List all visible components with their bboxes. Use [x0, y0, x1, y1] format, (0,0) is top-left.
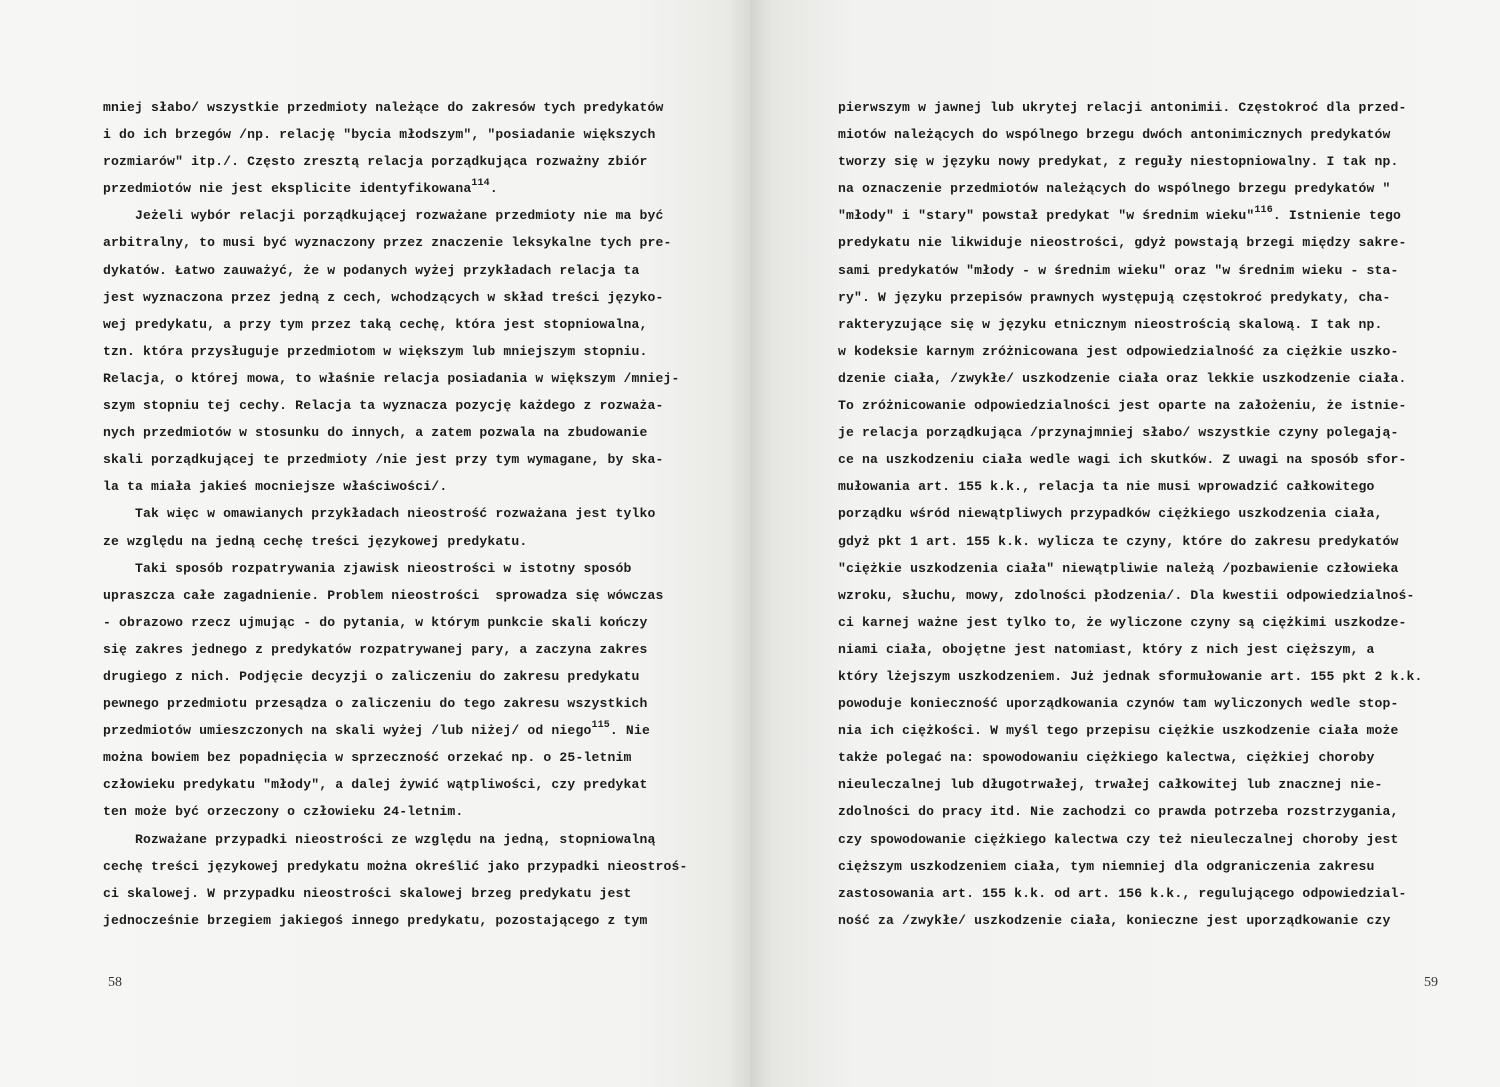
text-line: nieuleczalnej lub długotrwałej, trwałej całkowitej lub znacznej nie- — [838, 777, 1383, 793]
footnote-marker: 116 — [1254, 205, 1273, 217]
text-line: dykatów. Łatwo zauważyć, że w podanych wyżej przykładach relacja ta — [103, 262, 640, 278]
text-line: cięższym uszkodzeniem ciała, tym niemniej dla odgraniczenia zakresu — [838, 858, 1375, 874]
text-line: cechę treści językowej predykatu można określić jako przypadki nieostroś- — [103, 858, 688, 874]
text-line: pierwszym w jawnej lub ukrytej relacji antonimii. Częstokroć dla przed- — [838, 100, 1407, 115]
text-line: miotów należących do wspólnego brzegu dwóch antonimicznych predykatów — [838, 127, 1391, 143]
text-line: zastosowania art. 155 k.k. od art. 156 k.k., regulującego odpowiedzial- — [838, 885, 1407, 901]
text-line: ci skalowej. W przypadku nieostrości skalowej brzeg predykatu jest — [103, 885, 632, 901]
text-line: jednocześnie brzegiem jakiegoś innego predykatu, pozostającego z tym — [103, 912, 648, 928]
text-line: jest wyznaczona przez jedną z cech, wchodzących w skład treści językо- — [103, 289, 664, 305]
text-line: "ciężkie uszkodzenia ciała" niewątpliwie należą /pozbawienie człowieka — [838, 560, 1399, 576]
text-line: porządku wśród niewątpliwych przypadków ciężkiego uszkodzenia ciała, — [838, 506, 1383, 522]
text-segment: "młody" i "stary" powstał predykat "w średnim wieku" — [838, 208, 1255, 224]
text-line: ce na uszkodzeniu ciała wedle wagi ich skutków. Z uwagi na sposób sfor- — [838, 452, 1407, 468]
text-line: można bowiem bez popadnięcia w sprzeczność orzekać np. o 25-letnim — [103, 750, 632, 766]
right-page-number: 59 — [1424, 975, 1438, 990]
text-line: Tak więc w omawianych przykładach nieostrość rozważana jest tylko — [103, 506, 656, 522]
text-line: la ta miała jakieś mocniejsze właściwości/. — [103, 479, 448, 495]
text-line: Taki sposób rozpatrywania zjawisk nieostrości w istotny sposób — [103, 560, 632, 576]
footnote-marker: 115 — [591, 720, 610, 732]
text-line: To zróżnicowanie odpowiedzialności jest oparte na założeniu, że istnie- — [838, 398, 1407, 414]
text-segment: . — [489, 181, 498, 197]
text-line: się zakres jednego z predykatów rozpatrywanej pary, a zaczyna zakres — [103, 641, 648, 657]
footnote-marker: 114 — [471, 178, 490, 190]
text-line: ze względu na jedną cechę treści językowej predykatu. — [103, 533, 528, 549]
left-page-text — [103, 94, 688, 934]
text-line: - obrazowo rzecz ujmując - do pytania, w którym punkcie skali kończy — [103, 614, 648, 630]
text-line: na oznaczenie przedmiotów należących do wspólnego brzegu predykatów " — [838, 181, 1391, 197]
text-line: Jeżeli wybór relacji porządkującej rozważane przedmioty nie ma być — [103, 208, 664, 224]
right-page-text — [838, 94, 1423, 934]
left-page-number: 58 — [108, 975, 122, 990]
text-line: także polegać na: spowodowaniu ciężkiego kalectwa, ciężkiej choroby — [838, 750, 1375, 766]
text-line: zdolności do pracy itd. Nie zachodzi co prawda potrzeba rozstrzygania, — [838, 804, 1399, 820]
text-line: szym stopniu tej cechy. Relacja ta wyznacza pozycję każdego z rozważa- — [103, 398, 664, 414]
text-line: Rozważane przypadki nieostrości ze względu na jedną, stopniowalną — [103, 831, 656, 847]
right-page — [750, 0, 1500, 1087]
text-line: drugiego z nich. Podjęcie decyzji o zaliczeniu do zakresu predykatu — [103, 668, 640, 684]
text-line: tworzy się w języku nowy predykat, z reguły niestopniowalny. I tak np. — [838, 154, 1399, 170]
text-line: pewnego przedmiotu przesądza o zaliczeniu do tego zakresu wszystkich — [103, 696, 648, 712]
text-line: ność za /zwykłe/ uszkodzenie ciała, konieczne jest uporządkowanie czy — [838, 912, 1391, 928]
text-line: który lżejszym uszkodzeniem. Już jednak sformułowanie art. 155 pkt 2 k.k. — [838, 668, 1423, 684]
text-line: ten może być orzeczony o człowieku 24-letnim. — [103, 804, 464, 820]
text-line: powoduje konieczność uporządkowania czynów tam wyliczonych wedle stop- — [838, 696, 1399, 712]
text-line: rozmiarów" itp./. Często zresztą relacja porządkująca rozważny zbiór — [103, 154, 648, 170]
text-line: sami predykatów "młody - w średnim wieku" oraz "w średnim wieku - sta- — [838, 262, 1399, 278]
text-line: dzenie ciała, /zwykłe/ uszkodzenie ciała oraz lekkie uszkodzenie ciała. — [838, 370, 1407, 386]
text-line — [838, 202, 1423, 229]
text-segment: przedmiotów nie jest eksplicite identyfikowana — [103, 181, 472, 197]
text-line: Relacja, o której mowa, to właśnie relacja posiadania w większym /mniej- — [103, 370, 680, 386]
text-line: arbitralny, to musi być wyznaczony przez znaczenie leksykalne tych pre- — [103, 235, 672, 251]
text-line: niami ciała, obojętne jest natomiast, który z nich jest cięższym, a — [838, 641, 1375, 657]
text-line: ry". W języku przepisów prawnych występują częstokroć predykaty, cha- — [838, 289, 1391, 305]
text-line — [103, 175, 688, 202]
text-line: rakteryzujące się w języku etnicznym nieostrością skalową. I tak np. — [838, 316, 1383, 332]
text-line: mniej słabo/ wszystkie przedmioty należące do zakresów tych predykatów — [103, 100, 664, 115]
text-line: i do ich brzegów /np. relację "bycia młodszym", "posiadanie większych — [103, 127, 656, 143]
text-line: gdyż pkt 1 art. 155 k.k. wylicza te czyny, które do zakresu predykatów — [838, 533, 1399, 549]
text-line: nia ich ciężkości. W myśl tego przepisu ciężkie uszkodzenie ciała może — [838, 723, 1399, 739]
text-line: nych przedmiotów w stosunku do innych, a zatem pozwala na zbudowanie — [103, 425, 648, 441]
text-line: w kodeksie karnym zróżnicowana jest odpowiedzialność za ciężkie uszko- — [838, 343, 1399, 359]
text-line: ci karnej ważne jest tylko to, że wyliczone czyny są ciężkimi uszkodze- — [838, 614, 1407, 630]
text-line: czy spowodowanie ciężkiego kalectwa czy też nieuleczalnej choroby jest — [838, 831, 1399, 847]
text-line: wej predykatu, a przy tym przez taką cechę, która jest stopniowalna, — [103, 316, 648, 332]
text-segment: przedmiotów umieszczonych na skali wyżej /lub niżej/ od niego — [103, 723, 592, 739]
text-line — [103, 717, 688, 744]
text-line: człowieku predykatu "młody", a dalej żywić wątpliwości, czy predykat — [103, 777, 648, 793]
text-line: mułowania art. 155 k.k., relacja ta nie musi wprowadzić całkowitego — [838, 479, 1375, 495]
text-line: wzroku, słuchu, mowy, zdolności płodzenia/. Dla kwestii odpowiedzialnoś- — [838, 587, 1415, 603]
text-segment: . Nie — [609, 723, 650, 739]
text-line: upraszcza całe zagadnienie. Problem nieostrości sprowadza się wówczas — [103, 587, 664, 603]
text-line: tzn. która przysługuje przedmiotom w większym lub mniejszym stopniu. — [103, 343, 648, 359]
text-line: skali porządkującej te przedmioty /nie jest przy tym wymagane, by ska- — [103, 452, 664, 468]
text-line: predykatu nie likwiduje nieostrości, gdyż powstają brzegi między sakre- — [838, 235, 1407, 251]
text-line: je relacja porządkująca /przynajmniej słabo/ wszystkie czyny polegają- — [838, 425, 1399, 441]
text-segment: . Istnienie tego — [1272, 208, 1401, 224]
